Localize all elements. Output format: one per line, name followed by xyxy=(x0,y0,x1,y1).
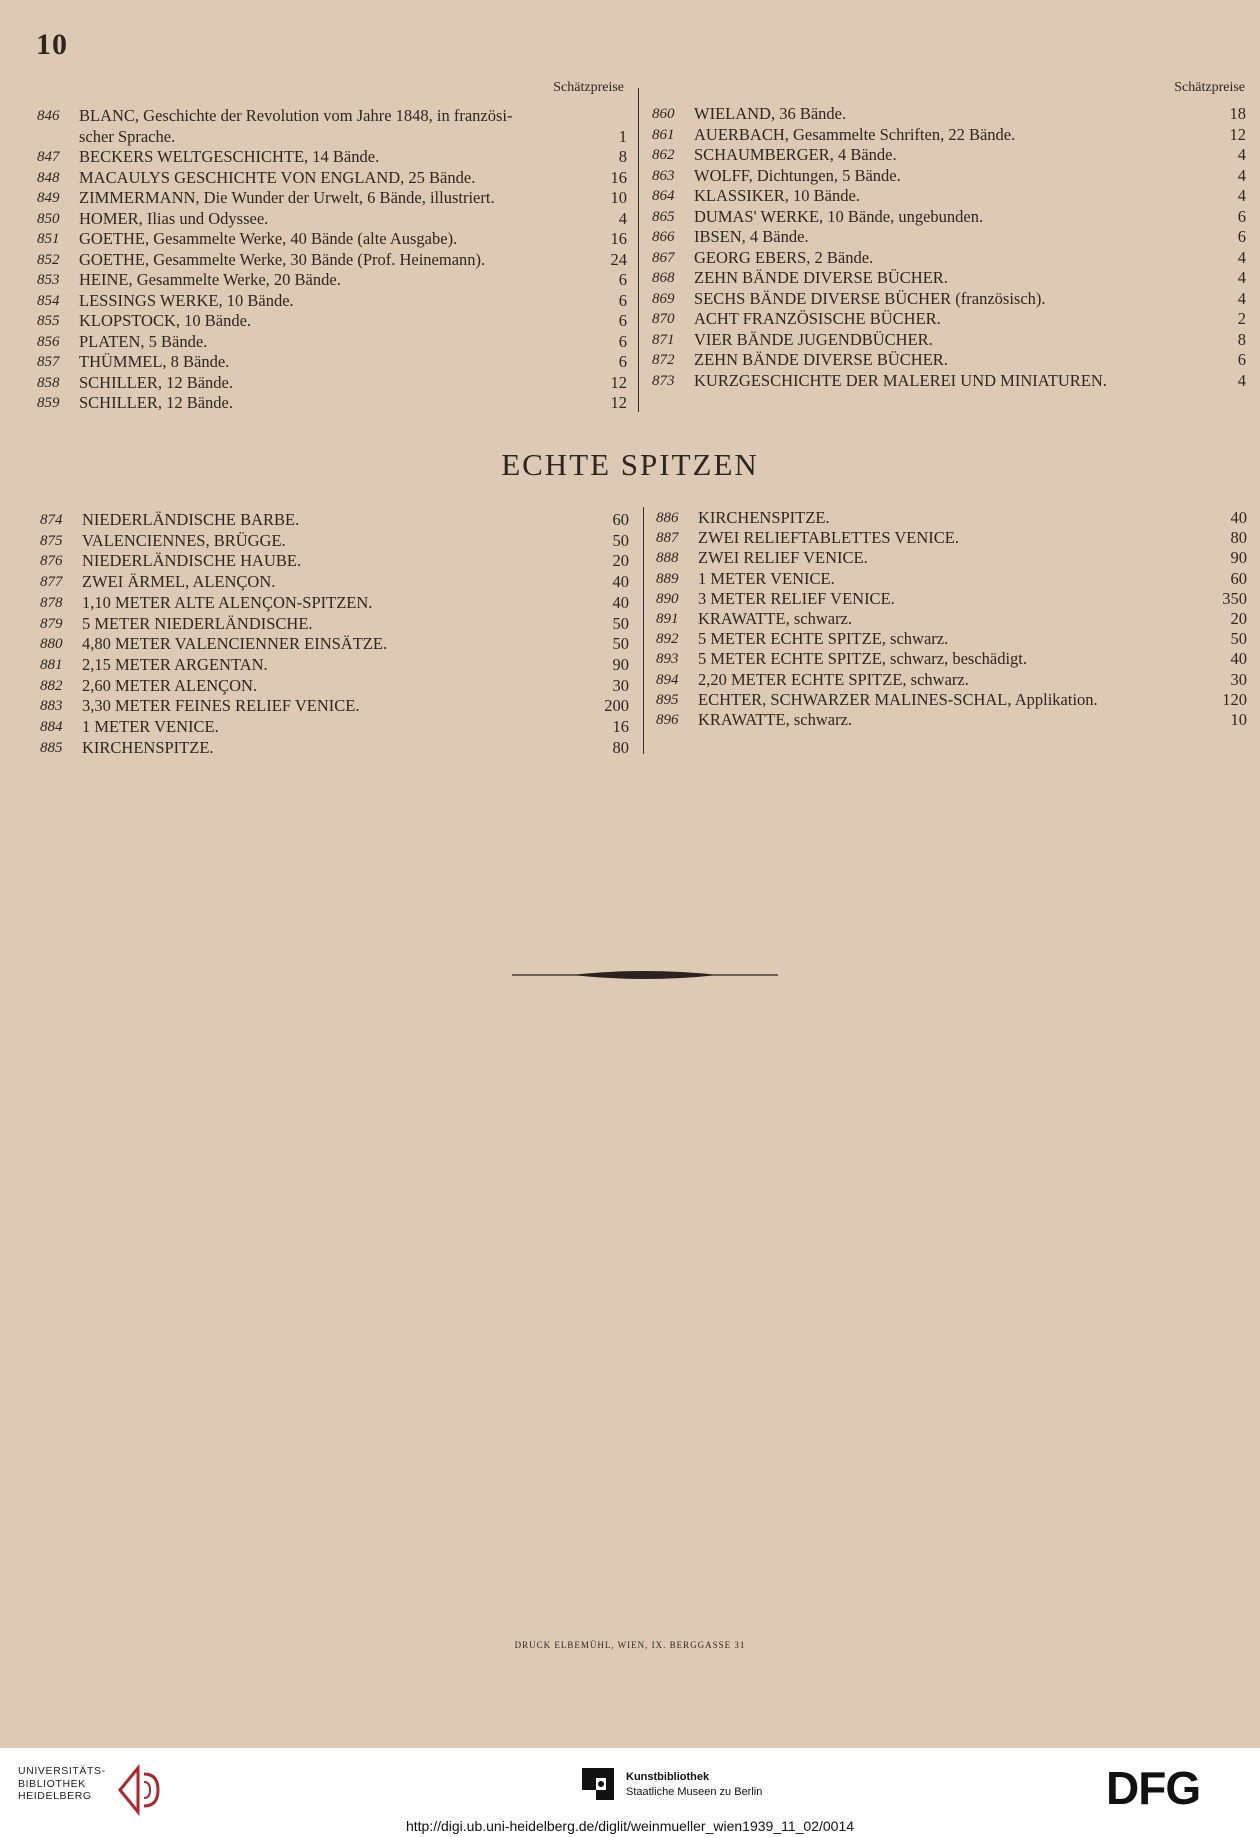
catalog-entry xyxy=(652,330,1246,350)
lot-number: 877 xyxy=(40,574,63,591)
lot-description: ZEHN BÄNDE DIVERSE BÜCHER. xyxy=(694,268,948,287)
catalog-entry xyxy=(652,289,1246,309)
lot-number: 851 xyxy=(37,231,60,247)
lot-number: 852 xyxy=(37,251,60,268)
lot-number: 879 xyxy=(40,615,63,632)
catalog-entry xyxy=(40,717,629,737)
lot-description: 5 METER ECHTE SPITZE, schwarz. xyxy=(698,629,949,649)
lot-number: 878 xyxy=(40,594,63,611)
lot-description: 3,30 METER FEINES RELIEF VENICE. xyxy=(82,696,360,716)
catalog-entry xyxy=(37,291,627,311)
lot-description: 3 METER RELIEF VENICE. xyxy=(698,588,895,608)
estimate-price: 350 xyxy=(1222,588,1247,608)
lot-description: 1 METER VENICE. xyxy=(698,568,835,588)
lot-number: 887 xyxy=(656,530,679,547)
kunstbibliothek-name: Kunstbibliothek xyxy=(626,1771,710,1783)
lace-left-column xyxy=(40,510,629,762)
estimate-price: 50 xyxy=(612,613,629,633)
catalog-entry xyxy=(37,209,627,229)
estimate-price: 4 xyxy=(1237,370,1246,390)
lot-number: 872 xyxy=(652,352,675,368)
catalog-entry xyxy=(37,106,627,126)
estimate-price: 6 xyxy=(1237,227,1246,246)
catalog-entry xyxy=(37,393,627,413)
lot-description: ZWEI RELIEF VENICE. xyxy=(698,548,868,568)
estimate-price: 8 xyxy=(618,147,627,166)
estimate-price: 12 xyxy=(610,372,627,392)
catalog-entry xyxy=(652,145,1246,165)
catalog-entry xyxy=(37,188,627,208)
lot-description: ZWEI ÄRMEL, ALENÇON. xyxy=(82,572,276,592)
lot-description: 2,15 METER ARGENTAN. xyxy=(82,654,268,674)
catalog-entry xyxy=(652,207,1246,227)
catalog-entry xyxy=(40,614,629,634)
lot-description: WOLFF, Dichtungen, 5 Bände. xyxy=(694,165,901,185)
estimate-price: 40 xyxy=(612,592,629,612)
lot-description: AUERBACH, Gesammelte Schriften, 22 Bände. xyxy=(694,124,1016,144)
lot-number: 871 xyxy=(652,331,675,348)
lot-number: 880 xyxy=(40,636,63,653)
lot-number: 894 xyxy=(656,671,679,688)
catalog-entry xyxy=(40,696,629,716)
estimate-price: 16 xyxy=(612,717,629,736)
catalog-entry xyxy=(40,655,629,675)
lot-number: 884 xyxy=(40,719,63,735)
lot-description: KLOPSTOCK, 10 Bände. xyxy=(79,311,252,330)
lot-number: 866 xyxy=(652,229,675,245)
catalog-entry xyxy=(37,229,627,249)
lot-number: 856 xyxy=(37,333,60,350)
lot-description: KURZGESCHICHTE DER MALEREI UND MINIATUREN. xyxy=(694,370,1107,390)
lot-description: SCHILLER, 12 Bände. xyxy=(79,372,233,392)
books-left-column xyxy=(37,106,627,416)
lot-description: 4,80 METER VALENCIENNER EINSÄTZE. xyxy=(82,634,388,654)
lot-description: HOMER, Ilias und Odyssee. xyxy=(79,208,269,228)
estimate-price: 6 xyxy=(618,270,627,289)
lot-number: 862 xyxy=(652,147,675,163)
estimate-price: 4 xyxy=(1237,186,1246,205)
estimate-price: 4 xyxy=(618,208,627,228)
estimate-price: 12 xyxy=(610,393,627,412)
lot-number: 881 xyxy=(40,656,63,673)
lot-description: NIEDERLÄNDISCHE HAUBE. xyxy=(82,551,302,571)
catalog-entry xyxy=(652,248,1246,268)
section-title-echte-spitzen: ECHTE SPITZEN xyxy=(501,447,759,482)
catalog-entry xyxy=(40,593,629,613)
lot-number: 875 xyxy=(40,532,63,549)
lot-description: GOETHE, Gesammelte Werke, 40 Bände (alte Ausgabe). xyxy=(79,229,458,248)
lot-description: ACHT FRANZÖSISCHE BÜCHER. xyxy=(694,309,941,328)
lot-number: 855 xyxy=(37,313,60,329)
lot-number: 885 xyxy=(40,739,63,756)
estimate-price: 6 xyxy=(618,311,627,330)
lot-number: 888 xyxy=(656,550,679,567)
estimate-price: 40 xyxy=(1230,649,1247,669)
price-header-left: Schätzpreise xyxy=(553,80,624,95)
lot-number: 847 xyxy=(37,149,60,165)
catalog-entry xyxy=(652,227,1246,247)
lot-description: KIRCHENSPITZE. xyxy=(82,737,214,757)
lot-number: 893 xyxy=(656,651,679,668)
lot-description: GEORG EBERS, 2 Bände. xyxy=(694,247,874,267)
lot-description: HEINE, Gesammelte Werke, 20 Bände. xyxy=(79,270,341,289)
divider-ornament xyxy=(512,968,778,982)
ub-line-3: HEIDELBERG xyxy=(18,1790,92,1802)
books-column-divider xyxy=(638,88,639,412)
books-right-column xyxy=(652,104,1246,404)
catalog-entry xyxy=(652,104,1246,124)
estimate-price: 90 xyxy=(1230,548,1247,568)
lot-number: 861 xyxy=(652,126,675,143)
page-number: 10 xyxy=(36,28,68,61)
lot-number: 858 xyxy=(37,374,60,391)
lot-number: 864 xyxy=(652,188,675,204)
ub-line-1: UNIVERSITÄTS- xyxy=(18,1765,106,1777)
ub-emblem-icon xyxy=(114,1764,162,1816)
lot-description: IBSEN, 4 Bände. xyxy=(694,227,809,246)
catalog-entry xyxy=(37,352,627,372)
lot-number: 867 xyxy=(652,249,675,266)
lace-column-divider xyxy=(643,507,644,754)
lot-number: 870 xyxy=(652,311,675,327)
catalog-entry xyxy=(656,548,1247,568)
lot-number: 876 xyxy=(40,553,63,570)
estimate-price: 200 xyxy=(604,696,629,716)
lot-description: 2,60 METER ALENÇON. xyxy=(82,675,258,695)
catalog-entry xyxy=(656,508,1247,528)
estimate-price: 90 xyxy=(612,654,629,674)
catalog-entry xyxy=(40,634,629,654)
estimate-price: 10 xyxy=(1230,710,1247,729)
printer-imprint: DRUCK ELBEMÜHL, WIEN, IX. BERGGASSE 31 xyxy=(514,1640,746,1650)
estimate-price: 6 xyxy=(618,290,627,310)
estimate-price: 6 xyxy=(1237,350,1246,369)
lot-number: 889 xyxy=(656,570,679,587)
lot-description: BLANC, Geschichte der Revolution vom Jahre 1848, in französi- xyxy=(79,106,513,125)
catalog-entry xyxy=(656,710,1247,730)
catalog-entry xyxy=(40,572,629,592)
lot-description: SECHS BÄNDE DIVERSE BÜCHER (französisch). xyxy=(694,288,1046,308)
lot-description: VALENCIENNES, BRÜGGE. xyxy=(82,530,286,550)
kunstbibliothek-subtitle: Staatliche Museen zu Berlin xyxy=(626,1786,763,1798)
kunstbibliothek-text xyxy=(626,1770,762,1800)
estimate-price: 6 xyxy=(618,352,627,371)
estimate-price: 24 xyxy=(610,249,627,269)
estimate-price: 12 xyxy=(1229,124,1246,144)
estimate-price: 50 xyxy=(612,634,629,654)
permalink-url[interactable]: http://digi.ub.uni-heidelberg.de/diglit/weinmueller_wien1939_11_02/0014 xyxy=(405,1818,855,1834)
lot-description: KIRCHENSPITZE. xyxy=(698,508,830,527)
estimate-price: 6 xyxy=(618,331,627,351)
estimate-price: 80 xyxy=(1230,528,1247,548)
catalog-entry xyxy=(656,629,1247,649)
catalog-entry xyxy=(652,125,1246,145)
catalog-entry xyxy=(656,609,1247,629)
lot-number: 868 xyxy=(652,270,675,286)
lot-description: ZIMMERMANN, Die Wunder der Urwelt, 6 Bände, illustriert. xyxy=(79,188,495,207)
lot-description: 5 METER NIEDERLÄNDISCHE. xyxy=(82,613,313,633)
lot-description: 5 METER ECHTE SPITZE, schwarz, beschädigt. xyxy=(698,649,1028,669)
lot-description: NIEDERLÄNDISCHE BARBE. xyxy=(82,510,300,529)
catalog-entry xyxy=(37,311,627,331)
estimate-price: 40 xyxy=(612,572,629,592)
catalog-entry xyxy=(37,127,627,147)
catalog-entry xyxy=(656,649,1247,669)
estimate-price: 6 xyxy=(1237,206,1246,226)
lot-description: BECKERS WELTGESCHICHTE, 14 Bände. xyxy=(79,147,380,166)
lot-description: ZEHN BÄNDE DIVERSE BÜCHER. xyxy=(694,350,948,369)
catalog-entry xyxy=(40,676,629,696)
catalog-entry xyxy=(37,373,627,393)
catalog-entry xyxy=(656,589,1247,609)
lot-description: SCHAUMBERGER, 4 Bände. xyxy=(694,145,897,164)
lot-number: 886 xyxy=(656,510,679,526)
lot-number: 857 xyxy=(37,354,60,370)
lot-number: 865 xyxy=(652,208,675,225)
lot-number: 850 xyxy=(37,210,60,227)
estimate-price: 16 xyxy=(610,167,627,187)
lot-number: 863 xyxy=(652,167,675,184)
lot-number: 896 xyxy=(656,712,679,728)
estimate-price: 16 xyxy=(610,229,627,248)
lot-description: SCHILLER, 12 Bände. xyxy=(79,393,233,412)
price-header-right: Schätzpreise xyxy=(1174,80,1245,95)
lot-description: LESSINGS WERKE, 10 Bände. xyxy=(79,290,294,310)
lot-description: 1 METER VENICE. xyxy=(82,717,219,736)
lot-description: 2,20 METER ECHTE SPITZE, schwarz. xyxy=(698,669,969,689)
catalog-entry xyxy=(40,738,629,758)
ub-heidelberg-logo[interactable] xyxy=(18,1762,158,1820)
lot-description: KRAWATTE, schwarz. xyxy=(698,609,853,628)
estimate-price: 50 xyxy=(1230,629,1247,649)
lot-number: 853 xyxy=(37,272,60,288)
lot-description: MACAULYS GESCHICHTE VON ENGLAND, 25 Bände. xyxy=(79,167,476,187)
catalog-entry xyxy=(656,528,1247,548)
estimate-price: 120 xyxy=(1222,689,1247,709)
lot-number: 859 xyxy=(37,395,60,411)
catalog-entry xyxy=(656,670,1247,690)
catalog-entry xyxy=(40,551,629,571)
digitization-footer xyxy=(0,1748,1260,1837)
lot-description: ECHTER, SCHWARZER MALINES-SCHAL, Applikation. xyxy=(698,689,1098,709)
estimate-price: 4 xyxy=(1237,145,1246,164)
lot-description: KLASSIKER, 10 Bände. xyxy=(694,186,860,205)
estimate-price: 30 xyxy=(1230,669,1247,689)
lot-number: 873 xyxy=(652,372,675,389)
lot-number: 848 xyxy=(37,169,60,186)
estimate-price: 50 xyxy=(612,530,629,550)
estimate-price: 4 xyxy=(1237,288,1246,308)
catalog-entry xyxy=(656,690,1247,710)
estimate-price: 2 xyxy=(1237,309,1246,328)
lot-number: 849 xyxy=(37,190,60,206)
estimate-price: 20 xyxy=(1230,609,1247,628)
lot-description: PLATEN, 5 Bände. xyxy=(79,331,208,351)
catalog-entry xyxy=(37,147,627,167)
catalog-entry xyxy=(37,270,627,290)
lot-description: GOETHE, Gesammelte Werke, 30 Bände (Prof. Heinemann). xyxy=(79,249,486,269)
lot-number: 854 xyxy=(37,292,60,309)
estimate-price: 18 xyxy=(1229,104,1246,123)
ub-line-2: BIBLIOTHEK xyxy=(18,1777,86,1790)
lace-right-column xyxy=(656,508,1247,738)
estimate-price: 1 xyxy=(618,126,627,146)
lot-number: 895 xyxy=(656,691,679,708)
lot-description: VIER BÄNDE JUGENDBÜCHER. xyxy=(694,329,933,349)
estimate-price: 40 xyxy=(1230,508,1247,527)
lot-description: 1,10 METER ALTE ALENÇON-SPITZEN. xyxy=(82,592,373,612)
estimate-price: 30 xyxy=(612,675,629,695)
catalog-entry xyxy=(652,371,1246,391)
catalog-entry xyxy=(652,350,1246,370)
ub-heidelberg-text xyxy=(18,1765,106,1803)
estimate-price: 60 xyxy=(612,510,629,529)
catalog-entry xyxy=(37,168,627,188)
estimate-price: 60 xyxy=(1230,568,1247,588)
lot-description: KRAWATTE, schwarz. xyxy=(698,710,853,729)
catalog-entry xyxy=(37,332,627,352)
lot-number: 891 xyxy=(656,611,679,627)
catalog-entry xyxy=(652,268,1246,288)
catalog-entry xyxy=(652,186,1246,206)
estimate-price: 10 xyxy=(610,188,627,207)
lot-number: 890 xyxy=(656,590,679,607)
kunstbibliothek-emblem-icon xyxy=(578,1764,618,1804)
lot-number: 883 xyxy=(40,698,63,715)
lot-number: 874 xyxy=(40,512,63,528)
catalog-entry xyxy=(37,250,627,270)
catalog-entry xyxy=(40,531,629,551)
lot-description: ZWEI RELIEFTABLETTES VENICE. xyxy=(698,528,959,548)
lot-description: DUMAS' WERKE, 10 Bände, ungebunden. xyxy=(694,206,984,226)
lot-description: scher Sprache. xyxy=(79,126,176,146)
dfg-text: DFG xyxy=(1106,1762,1201,1814)
estimate-price: 4 xyxy=(1237,165,1246,185)
catalog-entry xyxy=(652,166,1246,186)
lot-description: WIELAND, 36 Bände. xyxy=(694,104,847,123)
lot-description: THÜMMEL, 8 Bände. xyxy=(79,352,230,371)
dfg-logo[interactable] xyxy=(1106,1764,1246,1812)
lot-number: 860 xyxy=(652,106,675,122)
estimate-price: 4 xyxy=(1237,268,1246,287)
catalog-entry xyxy=(652,309,1246,329)
estimate-price: 4 xyxy=(1237,247,1246,267)
lot-number: 882 xyxy=(40,677,63,694)
estimate-price: 20 xyxy=(612,551,629,571)
catalog-entry xyxy=(656,569,1247,589)
estimate-price: 80 xyxy=(612,737,629,757)
estimate-price: 8 xyxy=(1237,329,1246,349)
lot-number: 846 xyxy=(37,108,60,124)
lot-number: 869 xyxy=(652,290,675,307)
catalog-entry xyxy=(40,510,629,530)
lot-number: 892 xyxy=(656,631,679,648)
